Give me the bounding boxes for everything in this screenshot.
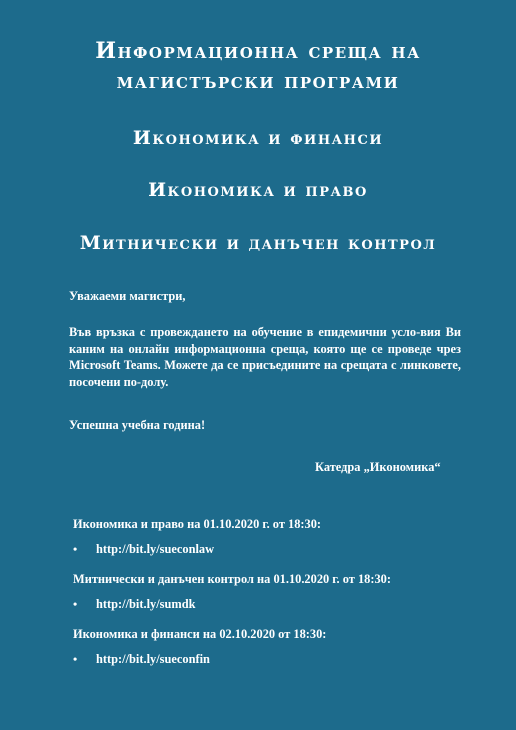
bullet-icon: • [73, 597, 78, 611]
program-heading-customs-tax: Митнически и данъчен контрол [79, 232, 437, 254]
meeting-link-economics-finance[interactable]: http://bit.ly/sueconfin [96, 652, 210, 666]
program-heading-economics-finance: Икономика и финанси [132, 127, 384, 149]
meeting-link-customs-tax[interactable]: http://bit.ly/sumdk [96, 597, 196, 611]
meeting-list [73, 516, 493, 681]
page-title [0, 36, 516, 96]
wish-text: Успешна учебна година! [69, 418, 206, 432]
meeting-customs-tax [73, 571, 493, 612]
meeting-title: Икономика и право на 01.10.2020 г. от 18:30: [73, 517, 322, 531]
greeting: Уважаеми магистри, [69, 289, 186, 303]
signature: Катедра „Икономика“ [315, 460, 441, 474]
meeting-link-row [73, 541, 493, 557]
meeting-title: Митнически и данъчен контрол на 01.10.2020 г. от 18:30: [73, 572, 391, 586]
invitation-paragraph: Във връзка с провеждането на обучение в епидемични усло-вия Ви каним на онлайн информационна среща, която ще се проведе чрез Microsoft Teams. Можете да се присъедините на срещата с линковете, посочени по-долу. [69, 325, 461, 389]
meeting-title: Икономика и финанси на 02.10.2020 от 18:30: [73, 627, 327, 641]
meeting-economics-finance [73, 626, 493, 667]
bullet-icon: • [73, 652, 78, 666]
page-title-line-1: Информационна среща на [95, 38, 421, 64]
meeting-link-row [73, 596, 493, 612]
page-title-line-2: магистърски програми [116, 68, 400, 94]
meeting-link-row [73, 651, 493, 667]
program-heading-economics-law: Икономика и право [148, 179, 368, 201]
meeting-link-economics-law[interactable]: http://bit.ly/sueconlaw [96, 542, 215, 556]
meeting-economics-law [73, 516, 493, 557]
bullet-icon: • [73, 542, 78, 556]
